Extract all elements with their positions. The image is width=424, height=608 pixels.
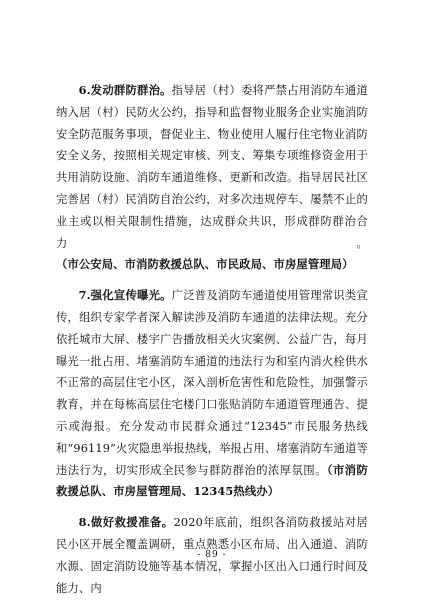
responsible-departments: （市消防救援总队、市房屋管理局、12345热线办）: [56, 462, 369, 499]
paragraph-heading: 8.做好救援准备。: [78, 515, 174, 530]
paragraph-text: 2020年底前，组织各消防救援站对居民小区开展全覆盖调研，重点熟悉小区布局、出入通道、消防水源、固定消防设施等基本情况，掌握小区出入口通行时间及能力、内: [56, 516, 368, 595]
paragraph-heading: 7.强化宣传曝光。: [78, 288, 172, 303]
paragraph-7: [56, 285, 368, 503]
paragraph-text: 指导居（村）委将严禁占用消防车通道纳入居（村）民防火公约，指导和监督物业服务企业实施消防安全防范服务事项，督促业主、物业使用人履行住宅物业消防安全义务，按照相关规定审核、列支、筹集专项维修资金用于共用消防设施、消防车通道维修、更新和改造。指导居民社区完善居（村）民消防自治公约，对多次违规停车、屡禁不止的业主或以相关限制性措施，达成群众共识，形成群防群治合力。: [56, 84, 368, 250]
document-body: [56, 80, 368, 608]
paragraph-heading: 6.发动群防群治。: [78, 83, 172, 97]
paragraph-text: 广泛普及消防车通道使用管理常识类宣传，组织专家学者深入解读涉及消防车通道的法律法规。充分依托城市大屏、楼宇广告播放相关火灾案例、公益广告，每月曝光一批占用、堵塞消防车通道的违法行为和室内消火栓供水不正常的高层住宅小区，深入剖析危害性和危险性，加强警示教育，并在每栋高层住宅楼门口张贴消防车通道管理通告、提示或海报。充分发动市民群众通过“12345”市民服务热线和“96119”火灾隐患举报热线，举报占用、堵塞消防车通道等违法行为，切实形成全民参与群防群治的浓厚氛围。: [56, 289, 368, 477]
page-number: - 89 -: [197, 550, 227, 560]
paragraph-6: [56, 80, 368, 276]
responsible-departments: （市公安局、市消防救援总队、市民政局、市房屋管理局）: [56, 257, 354, 272]
